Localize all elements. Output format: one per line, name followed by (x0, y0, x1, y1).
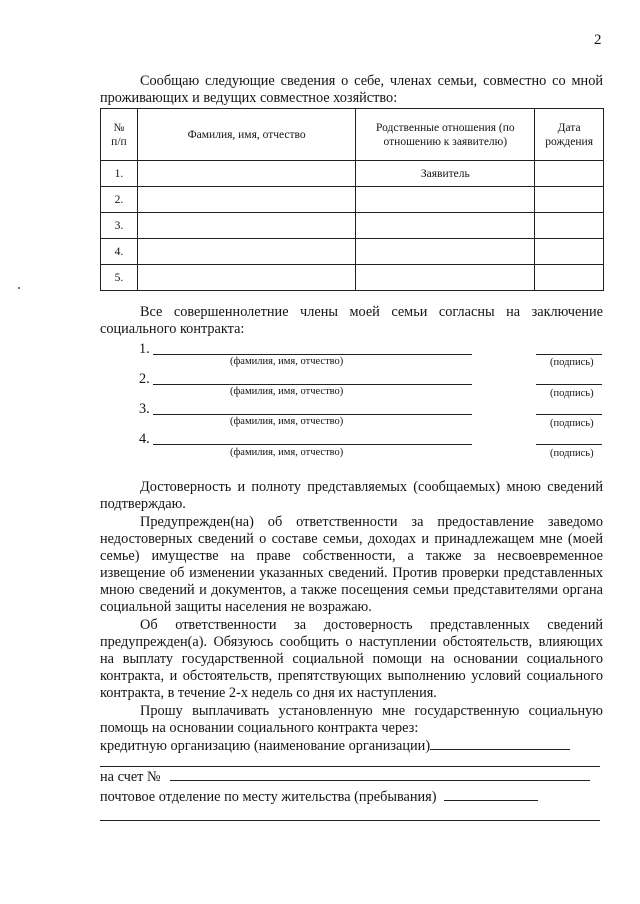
signature-item-number: 3. (139, 401, 150, 417)
signature-item-number: 1. (139, 341, 150, 357)
col-header-number: № п/п (101, 109, 138, 161)
table-row (101, 213, 604, 239)
sign-caption: (подпись) (550, 388, 594, 399)
sign-caption: (подпись) (550, 357, 594, 368)
table-row (101, 265, 604, 291)
row-number: 5. (101, 265, 138, 291)
signature-name-line[interactable] (153, 444, 472, 445)
signature-item-number: 2. (139, 371, 150, 387)
dob-cell[interactable] (535, 239, 604, 265)
confirmation-paragraph: Достоверность и полноту представляемых (сообщаемых) мною сведений подтверждаю. (100, 479, 603, 512)
account-input-line[interactable] (170, 768, 590, 781)
col-header-relation: Родственные отношения (по отношению к заявителю) (356, 109, 535, 161)
row-number: 3. (101, 213, 138, 239)
page-number: 2 (594, 32, 602, 48)
post-office-continuation-line[interactable] (100, 820, 600, 821)
name-caption: (фамилия, имя, отчество) (230, 356, 344, 367)
signature-sign-line[interactable] (536, 354, 602, 355)
post-office-label: почтовое отделение по месту жительства (пребывания) (100, 789, 437, 805)
name-cell[interactable] (137, 213, 356, 239)
name-caption: (фамилия, имя, отчество) (230, 416, 344, 427)
relation-cell[interactable] (356, 239, 535, 265)
post-office-input-line[interactable] (444, 788, 538, 801)
credit-org-input-line[interactable] (430, 737, 570, 750)
signature-sign-line[interactable] (536, 384, 602, 385)
sign-caption: (подпись) (550, 448, 594, 459)
name-cell[interactable] (137, 161, 356, 187)
name-cell[interactable] (137, 187, 356, 213)
family-members-table (100, 108, 604, 291)
warning-paragraph: Предупрежден(на) об ответственности за предоставление заведомо недостоверных сведений о составе семьи, доходах и принадлежащем мне (моей семье) имуществе на праве собственности, а также за несвоевременное извещение об изменении указанных сведений. Против проверки представленных мною сведений и документов, а также посещения семьи представителями органа социальной защиты населения не возражаю. (100, 514, 603, 615)
post-office-line (100, 788, 600, 806)
signature-name-line[interactable] (153, 384, 472, 385)
scan-speck (18, 287, 20, 289)
relation-cell[interactable] (356, 265, 535, 291)
table-row (101, 239, 604, 265)
name-caption: (фамилия, имя, отчество) (230, 447, 344, 458)
signature-item-number: 4. (139, 431, 150, 447)
sign-caption: (подпись) (550, 418, 594, 429)
request-paragraph: Прошу выплачивать установленную мне государственную социальную помощь на основании социального контракта через: (100, 703, 603, 736)
row-number: 4. (101, 239, 138, 265)
table-row (101, 187, 604, 213)
dob-cell[interactable] (535, 187, 604, 213)
relation-cell[interactable] (356, 187, 535, 213)
table-header-row (101, 109, 604, 161)
signature-sign-line[interactable] (536, 444, 602, 445)
dob-cell[interactable] (535, 265, 604, 291)
col-header-dob: Дата рождения (535, 109, 604, 161)
dob-cell[interactable] (535, 213, 604, 239)
name-cell[interactable] (137, 265, 356, 291)
table-row (101, 161, 604, 187)
signature-sign-line[interactable] (536, 414, 602, 415)
obligation-paragraph: Об ответственности за достоверность представленных сведений предупрежден(а). Обязуюсь сообщить о наступлении обстоятельств, влияющих на выплату государственной социальной помощи на основании социального контракта, и обстоятельств, препятствующих выполнению условий социального контракта, в течение 2-х недель со дня их наступления. (100, 617, 603, 701)
intro-text: Сообщаю следующие сведения о себе, членах семьи, совместно со мной проживающих и ведущих совместное хозяйство: (100, 73, 603, 106)
consent-text: Все совершеннолетние члены моей семьи согласны на заключение социального контракта: (100, 304, 603, 337)
relation-cell[interactable] (356, 213, 535, 239)
account-line (100, 768, 600, 786)
row-number: 2. (101, 187, 138, 213)
credit-org-label: кредитную организацию (наименование организации) (100, 738, 431, 754)
name-caption: (фамилия, имя, отчество) (230, 386, 344, 397)
signature-name-line[interactable] (153, 414, 472, 415)
signature-name-line[interactable] (153, 354, 472, 355)
relation-cell[interactable]: Заявитель (356, 161, 535, 187)
credit-org-line (100, 737, 600, 755)
dob-cell[interactable] (535, 161, 604, 187)
col-header-name: Фамилия, имя, отчество (137, 109, 356, 161)
account-label: на счет № (100, 769, 161, 785)
row-number: 1. (101, 161, 138, 187)
name-cell[interactable] (137, 239, 356, 265)
credit-org-continuation-line[interactable] (100, 766, 600, 767)
